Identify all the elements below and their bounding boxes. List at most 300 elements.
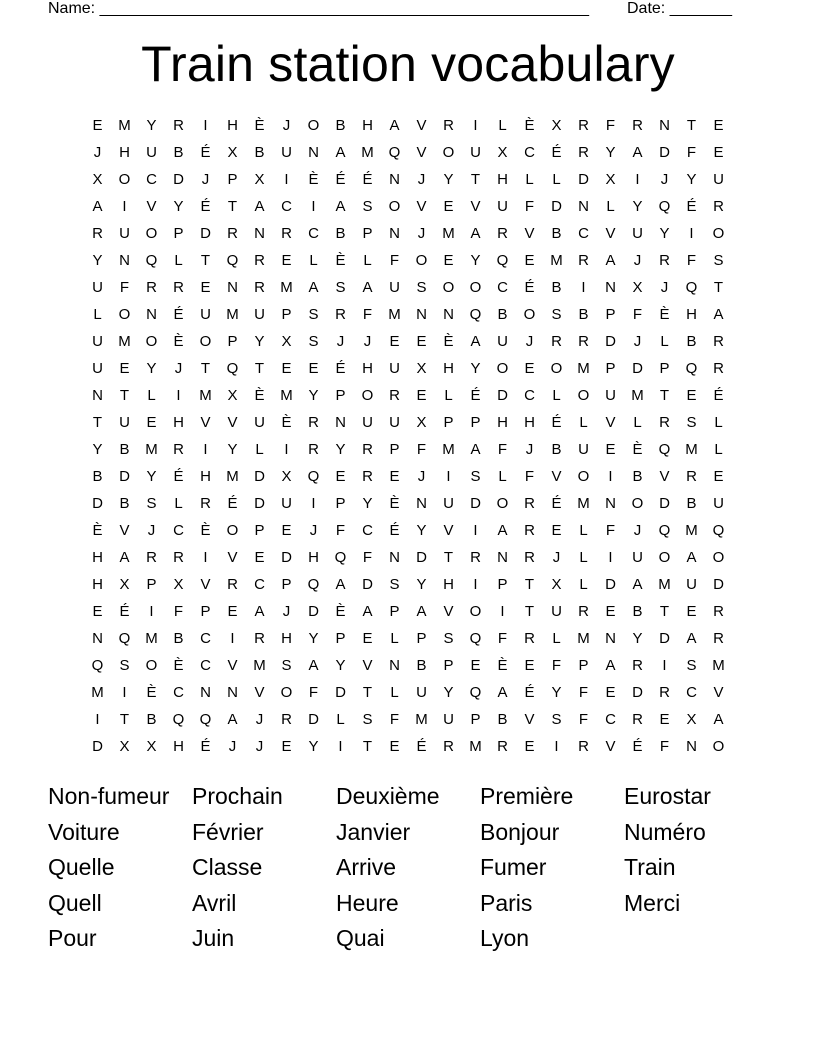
grid-letter: J — [201, 171, 210, 188]
grid-letter: P — [227, 171, 238, 188]
grid-letter: X — [254, 171, 265, 188]
grid-letter: Y — [146, 360, 157, 377]
word-list-item: Première — [480, 783, 574, 809]
grid-letter: R — [470, 549, 481, 566]
grid-letter: O — [712, 738, 725, 755]
grid-letter: A — [497, 684, 508, 701]
grid-letter: P — [443, 414, 454, 431]
grid-letter: Q — [172, 711, 185, 728]
grid-letter: Y — [92, 441, 103, 458]
grid-letter: È — [308, 171, 319, 188]
grid-letter: T — [254, 360, 265, 377]
grid-letter: D — [632, 360, 643, 377]
grid-letter: H — [686, 306, 697, 323]
grid-letter: R — [713, 198, 724, 215]
grid-letter: E — [551, 522, 562, 539]
grid-letter: F — [578, 711, 589, 728]
grid-letter: D — [632, 684, 643, 701]
grid-letter: I — [311, 495, 316, 512]
grid-letter: Q — [388, 144, 401, 161]
grid-letter: U — [713, 171, 724, 188]
grid-letter: N — [443, 306, 454, 323]
grid-letter: C — [362, 522, 373, 539]
grid-letter: O — [496, 360, 509, 377]
grid-letter: P — [281, 306, 292, 323]
grid-letter: L — [552, 630, 561, 647]
grid-letter: F — [362, 549, 373, 566]
grid-letter: S — [281, 657, 292, 674]
grid-letter: H — [524, 414, 535, 431]
grid-letter: A — [686, 549, 697, 566]
word-list-item: Prochain — [192, 783, 283, 809]
grid-letter: C — [578, 225, 589, 242]
grid-letter: F — [335, 522, 346, 539]
word-list-item: Arrive — [336, 854, 397, 880]
grid-letter: H — [362, 360, 373, 377]
grid-letter: O — [388, 198, 401, 215]
grid-letter: X — [416, 360, 427, 377]
grid-letter: X — [227, 144, 238, 161]
grid-letter: A — [335, 144, 346, 161]
grid-letter: T — [524, 603, 535, 620]
grid-letter: U — [389, 360, 400, 377]
grid-letter: O — [712, 549, 725, 566]
grid-letter: U — [389, 279, 400, 296]
grid-letter: Y — [308, 630, 319, 647]
grid-letter: Y — [470, 252, 481, 269]
grid-letter: S — [362, 711, 373, 728]
grid-letter: R — [578, 333, 589, 350]
grid-letter: M — [280, 387, 293, 404]
grid-letter: I — [284, 441, 289, 458]
grid-letter: R — [146, 549, 157, 566]
grid-letter: T — [119, 711, 130, 728]
word-list-item: Voiture — [48, 818, 120, 845]
grid-letter: V — [470, 198, 481, 215]
grid-letter: J — [228, 738, 237, 755]
grid-letter: É — [524, 279, 535, 296]
grid-letter: L — [633, 414, 642, 431]
grid-letter: D — [713, 576, 724, 593]
grid-letter: B — [686, 495, 697, 512]
word-list-item: Eurostar — [624, 783, 711, 809]
grid-letter: U — [254, 306, 265, 323]
grid-letter: T — [686, 117, 697, 134]
grid-letter: E — [254, 549, 265, 566]
grid-letter: L — [255, 441, 264, 458]
grid-letter: O — [145, 657, 158, 674]
grid-letter: N — [578, 198, 589, 215]
grid-letter: V — [524, 225, 535, 242]
grid-letter: B — [119, 441, 130, 458]
grid-letter: E — [524, 738, 535, 755]
grid-letter: È — [173, 657, 184, 674]
grid-letter: E — [686, 387, 697, 404]
grid-letter: S — [443, 630, 454, 647]
grid-letter: L — [147, 387, 156, 404]
grid-letter: L — [579, 576, 588, 593]
grid-letter: F — [362, 306, 373, 323]
grid-letter: C — [200, 657, 211, 674]
grid-letter: X — [227, 387, 238, 404]
grid-letter: R — [713, 333, 724, 350]
grid-letter: P — [173, 225, 184, 242]
grid-letter: Y — [92, 252, 103, 269]
grid-letter: É — [335, 171, 346, 188]
word-list-item: Lyon — [480, 925, 530, 951]
word-list-item: Fumer — [480, 854, 547, 880]
grid-letter: U — [146, 144, 157, 161]
grid-letter: T — [362, 684, 373, 701]
grid-letter: E — [281, 360, 292, 377]
grid-letter: I — [662, 657, 667, 674]
grid-letter: L — [579, 549, 588, 566]
grid-letter: C — [173, 522, 184, 539]
grid-letter: B — [551, 225, 562, 242]
grid-letter: B — [551, 279, 562, 296]
grid-letter: C — [146, 171, 157, 188]
grid-letter: D — [119, 468, 130, 485]
grid-letter: V — [443, 522, 454, 539]
grid-letter: M — [361, 144, 374, 161]
grid-row — [84, 679, 732, 706]
grid-letter: L — [579, 522, 588, 539]
grid-letter: M — [712, 657, 725, 674]
grid-row — [84, 544, 732, 571]
grid-letter: U — [281, 144, 292, 161]
grid-letter: C — [497, 279, 508, 296]
grid-letter: V — [443, 603, 454, 620]
grid-letter: T — [92, 414, 103, 431]
grid-letter: U — [632, 549, 643, 566]
grid-letter: C — [686, 684, 697, 701]
grid-letter: J — [336, 333, 345, 350]
grid-letter: L — [363, 252, 372, 269]
grid-letter: C — [524, 387, 535, 404]
grid-letter: H — [200, 468, 211, 485]
grid-letter: J — [660, 171, 669, 188]
grid-letter: È — [146, 684, 157, 701]
grid-letter: I — [608, 468, 613, 485]
grid-letter: A — [497, 522, 508, 539]
grid-letter: U — [686, 576, 697, 593]
grid-letter: S — [146, 495, 157, 512]
grid-letter: A — [632, 144, 643, 161]
date-field-label: Date: _______ — [627, 0, 732, 17]
grid-letter: Q — [334, 549, 347, 566]
grid-letter: T — [470, 171, 481, 188]
grid-row — [84, 490, 732, 517]
grid-letter: E — [713, 144, 724, 161]
grid-letter: R — [524, 522, 535, 539]
grid-letter: R — [659, 684, 670, 701]
grid-letter: B — [686, 333, 697, 350]
grid-letter: E — [713, 117, 724, 134]
grid-letter: N — [605, 279, 616, 296]
grid-letter: O — [469, 603, 482, 620]
grid-letter: M — [226, 306, 239, 323]
grid-letter: A — [308, 279, 319, 296]
grid-letter: M — [91, 684, 104, 701]
word-list-item: Quelle — [48, 854, 115, 880]
grid-letter: I — [554, 738, 559, 755]
grid-letter: E — [470, 657, 481, 674]
grid-letter: N — [119, 252, 130, 269]
grid-letter: N — [308, 144, 319, 161]
grid-row — [84, 328, 732, 355]
grid-letter: V — [227, 414, 238, 431]
grid-letter: F — [308, 684, 319, 701]
grid-letter: Y — [335, 657, 346, 674]
grid-letter: V — [416, 117, 427, 134]
grid-letter: J — [309, 522, 318, 539]
grid-letter: Q — [658, 522, 671, 539]
grid-letter: V — [200, 414, 211, 431]
grid-letter: A — [308, 657, 319, 674]
grid-letter: U — [443, 495, 454, 512]
grid-letter: P — [578, 657, 589, 674]
grid-letter: S — [686, 414, 697, 431]
grid-letter: I — [230, 630, 235, 647]
grid-letter: U — [119, 225, 130, 242]
grid-letter: A — [335, 576, 346, 593]
grid-letter: Y — [443, 684, 454, 701]
grid-row — [84, 139, 732, 166]
grid-letter: L — [336, 711, 345, 728]
grid-letter: V — [605, 414, 616, 431]
grid-letter: P — [335, 387, 346, 404]
grid-letter: Q — [658, 198, 671, 215]
grid-letter: U — [713, 495, 724, 512]
grid-letter: È — [632, 441, 643, 458]
grid-letter: O — [496, 495, 509, 512]
grid-letter: J — [552, 549, 561, 566]
grid-letter: R — [578, 144, 589, 161]
grid-row — [84, 274, 732, 301]
grid-letter: R — [254, 279, 265, 296]
grid-letter: Y — [632, 630, 643, 647]
grid-letter: U — [416, 684, 427, 701]
grid-letter: P — [605, 360, 616, 377]
grid-letter: R — [578, 117, 589, 134]
grid-letter: E — [524, 657, 535, 674]
grid-letter: È — [173, 333, 184, 350]
grid-letter: M — [577, 495, 590, 512]
grid-letter: Q — [469, 684, 482, 701]
grid-letter: E — [443, 252, 454, 269]
grid-letter: A — [686, 630, 697, 647]
grid-letter: N — [146, 306, 157, 323]
grid-letter: È — [443, 333, 454, 350]
grid-letter: F — [389, 711, 400, 728]
grid-letter: F — [524, 468, 535, 485]
grid-letter: D — [308, 711, 319, 728]
grid-letter: O — [199, 333, 212, 350]
grid-letter: E — [92, 117, 103, 134]
grid-letter: Y — [227, 441, 238, 458]
grid-letter: M — [685, 441, 698, 458]
grid-letter: Q — [658, 441, 671, 458]
grid-letter: X — [119, 738, 130, 755]
grid-letter: É — [227, 495, 238, 512]
grid-letter: X — [119, 576, 130, 593]
grid-letter: J — [255, 738, 264, 755]
grid-letter: N — [254, 225, 265, 242]
grid-letter: Q — [469, 630, 482, 647]
grid-letter: O — [118, 306, 131, 323]
grid-letter: R — [173, 117, 184, 134]
grid-letter: P — [254, 522, 265, 539]
grid-letter: P — [335, 495, 346, 512]
grid-letter: È — [335, 603, 346, 620]
grid-letter: Y — [146, 468, 157, 485]
grid-letter: D — [605, 333, 616, 350]
grid-letter: D — [551, 198, 562, 215]
grid-letter: P — [335, 630, 346, 647]
grid-letter: C — [281, 198, 292, 215]
grid-letter: E — [713, 468, 724, 485]
grid-letter: A — [605, 657, 616, 674]
grid-letter: R — [92, 225, 103, 242]
grid-letter: E — [605, 441, 616, 458]
grid-letter: M — [145, 441, 158, 458]
grid-letter: J — [147, 522, 156, 539]
grid-letter: O — [469, 279, 482, 296]
grid-letter: Y — [254, 333, 265, 350]
grid-letter: J — [660, 279, 669, 296]
grid-letter: D — [659, 144, 670, 161]
grid-letter: M — [442, 441, 455, 458]
grid-letter: R — [497, 225, 508, 242]
grid-letter: O — [226, 522, 239, 539]
grid-letter: R — [362, 441, 373, 458]
grid-letter: É — [200, 144, 211, 161]
grid-letter: R — [686, 468, 697, 485]
grid-letter: I — [689, 225, 694, 242]
grid-letter: É — [173, 468, 184, 485]
grid-letter: M — [550, 252, 563, 269]
grid-letter: L — [579, 414, 588, 431]
word-list-item: Heure — [336, 889, 399, 916]
grid-letter: J — [633, 333, 642, 350]
grid-row — [84, 598, 732, 625]
grid-letter: N — [497, 549, 508, 566]
grid-letter: P — [443, 657, 454, 674]
word-list-item: Non-fumeur — [48, 783, 170, 809]
grid-letter: R — [254, 630, 265, 647]
grid-letter: É — [416, 738, 427, 755]
grid-row — [84, 220, 732, 247]
grid-letter: A — [470, 333, 481, 350]
grid-letter: É — [524, 684, 535, 701]
grid-letter: V — [362, 657, 373, 674]
grid-letter: I — [608, 549, 613, 566]
grid-letter: N — [605, 495, 616, 512]
grid-letter: P — [470, 414, 481, 431]
grid-letter: E — [686, 603, 697, 620]
grid-letter: P — [146, 576, 157, 593]
grid-letter: M — [118, 333, 131, 350]
grid-letter: X — [281, 333, 292, 350]
grid-letter: T — [524, 576, 535, 593]
grid-letter: E — [308, 360, 319, 377]
grid-letter: T — [200, 252, 211, 269]
grid-letter: C — [200, 630, 211, 647]
grid-letter: S — [470, 468, 481, 485]
grid-letter: F — [497, 441, 508, 458]
grid-letter: V — [227, 549, 238, 566]
grid-letter: R — [281, 225, 292, 242]
grid-letter: Y — [362, 495, 373, 512]
grid-letter: B — [119, 495, 130, 512]
grid-letter: R — [443, 738, 454, 755]
grid-letter: D — [308, 603, 319, 620]
grid-letter: R — [227, 225, 238, 242]
grid-letter: E — [335, 468, 346, 485]
grid-letter: H — [443, 360, 454, 377]
grid-letter: M — [388, 306, 401, 323]
grid-row — [84, 706, 732, 733]
grid-letter: A — [389, 117, 400, 134]
grid-letter: E — [281, 738, 292, 755]
grid-letter: F — [173, 603, 184, 620]
grid-letter: É — [335, 360, 346, 377]
grid-letter: E — [416, 387, 427, 404]
grid-letter: I — [446, 468, 451, 485]
grid-letter: N — [659, 117, 670, 134]
grid-letter: M — [469, 738, 482, 755]
grid-letter: J — [174, 360, 183, 377]
grid-letter: E — [281, 252, 292, 269]
grid-letter: D — [362, 576, 373, 593]
grid-letter: Q — [685, 360, 698, 377]
grid-letter: È — [92, 522, 103, 539]
grid-letter: X — [281, 468, 292, 485]
grid-letter: N — [389, 225, 400, 242]
grid-letter: É — [632, 738, 643, 755]
letter-grid — [84, 112, 732, 760]
grid-letter: È — [200, 522, 211, 539]
grid-letter: T — [443, 549, 454, 566]
grid-letter: O — [442, 279, 455, 296]
grid-letter: V — [119, 522, 130, 539]
grid-letter: C — [173, 684, 184, 701]
grid-letter: S — [335, 279, 346, 296]
header — [48, 0, 748, 20]
word-list-item: Train — [624, 854, 676, 880]
grid-letter: A — [92, 198, 103, 215]
grid-letter: R — [713, 603, 724, 620]
grid-letter: E — [146, 414, 157, 431]
grid-letter: N — [227, 279, 238, 296]
grid-letter: I — [203, 441, 208, 458]
grid-letter: H — [497, 171, 508, 188]
grid-letter: P — [200, 603, 211, 620]
grid-letter: E — [416, 333, 427, 350]
grid-letter: Y — [632, 198, 643, 215]
grid-letter: R — [335, 306, 346, 323]
grid-letter: A — [632, 576, 643, 593]
grid-letter: O — [442, 144, 455, 161]
grid-letter: R — [659, 414, 670, 431]
grid-letter: P — [227, 333, 238, 350]
grid-letter: E — [281, 522, 292, 539]
grid-letter: È — [254, 387, 265, 404]
grid-letter: È — [524, 117, 535, 134]
grid-letter: B — [335, 117, 346, 134]
grid-letter: E — [443, 198, 454, 215]
word-list-item: Merci — [624, 889, 681, 916]
